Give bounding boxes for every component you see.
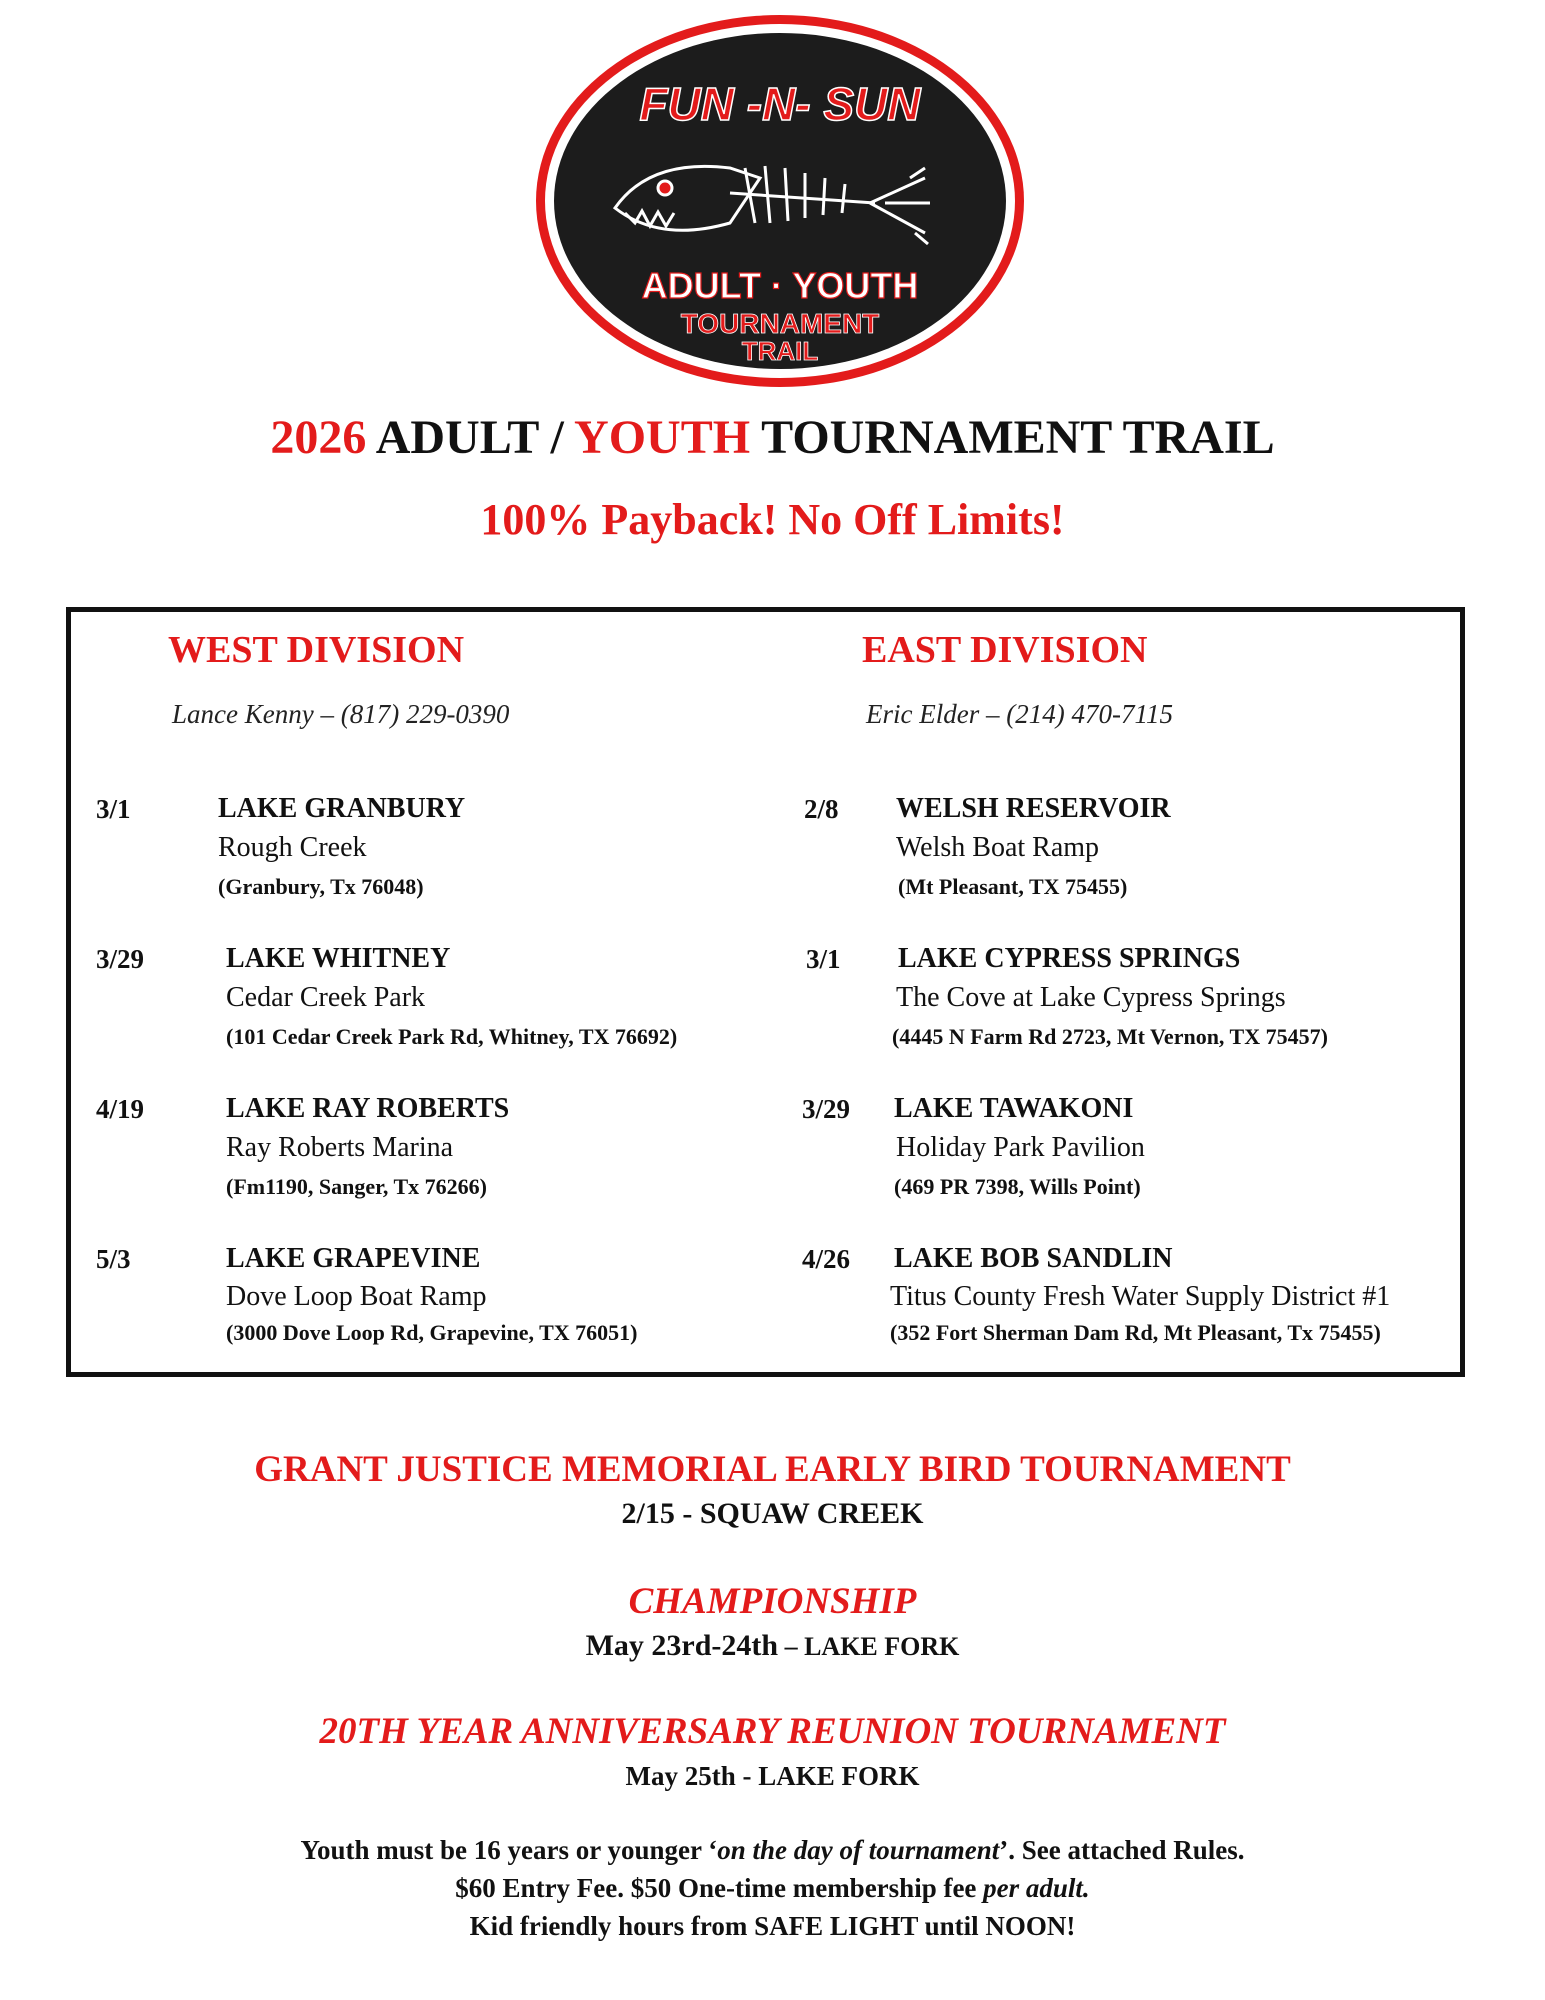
- footer-line1-em: on the day of tournament: [717, 1835, 1000, 1865]
- page-subtitle: 100% Payback! No Off Limits!: [480, 495, 1065, 544]
- east-division-contact: Eric Elder – (214) 470-7115: [866, 699, 1173, 729]
- event-site: Cedar Creek Park: [226, 982, 426, 1013]
- event-lake: LAKE BOB SANDLIN: [894, 1243, 1173, 1274]
- page-title: [0, 410, 1545, 465]
- footer-line1-b: ’. See attached Rules.: [999, 1835, 1245, 1865]
- championship-dates: May 23rd-24th: [585, 1629, 779, 1662]
- event-address: (469 PR 7398, Wills Point): [894, 1174, 1141, 1199]
- event-date: 3/29: [96, 944, 145, 974]
- title-year: 2026: [270, 411, 367, 464]
- footer-hours: Kid friendly hours from SAFE LIGHT until NOON!: [469, 1911, 1076, 1941]
- footer-line2-em: per adult.: [983, 1873, 1090, 1903]
- footer-line1-a: Youth must be 16 years or younger ‘: [300, 1835, 718, 1865]
- early-bird-title: GRANT JUSTICE MEMORIAL EARLY BIRD TOURNAMENT: [254, 1449, 1291, 1490]
- footer-fees: [0, 1873, 1545, 1904]
- early-bird-detail: 2/15 - SQUAW CREEK: [621, 1497, 924, 1530]
- logo-brand: FUN -N- SUN: [639, 78, 921, 130]
- event-lake: LAKE WHITNEY: [226, 943, 451, 974]
- championship-detail: [0, 1629, 1545, 1663]
- event-address: (Mt Pleasant, TX 75455): [898, 874, 1128, 899]
- event-site: Rough Creek: [218, 832, 367, 863]
- event-address: (3000 Dove Loop Rd, Grapevine, TX 76051): [226, 1320, 638, 1345]
- logo-line-trail: TRAIL: [741, 336, 819, 366]
- event-date: 3/1: [806, 944, 841, 974]
- title-tournament-trail: TOURNAMENT TRAIL: [750, 411, 1275, 464]
- reunion-detail: May 25th - LAKE FORK: [625, 1761, 920, 1791]
- event-address: (101 Cedar Creek Park Rd, Whitney, TX 76692): [226, 1024, 678, 1049]
- event-address: (352 Fort Sherman Dam Rd, Mt Pleasant, Tx 75455): [890, 1320, 1381, 1345]
- logo-line-adult-youth: ADULT · YOUTH: [641, 265, 919, 306]
- event-address: (4445 N Farm Rd 2723, Mt Vernon, TX 75457): [892, 1024, 1328, 1049]
- event-lake: WELSH RESERVOIR: [896, 793, 1171, 824]
- championship-location: – LAKE FORK: [778, 1632, 960, 1661]
- event-date: 3/29: [802, 1094, 851, 1124]
- event-lake: LAKE CYPRESS SPRINGS: [898, 943, 1241, 974]
- east-division-heading: EAST DIVISION: [862, 629, 1148, 671]
- west-division-heading: WEST DIVISION: [168, 629, 465, 671]
- event-date: 3/1: [96, 794, 131, 824]
- tournament-trail-logo: [530, 8, 1030, 394]
- footer-age-rule: [0, 1835, 1545, 1866]
- reunion-title: 20TH YEAR ANNIVERSARY REUNION TOURNAMENT: [319, 1711, 1226, 1752]
- logo-line-tournament: TOURNAMENT: [680, 308, 880, 339]
- event-lake: LAKE TAWAKONI: [894, 1093, 1134, 1124]
- event-date: 4/19: [96, 1094, 145, 1124]
- championship-title: CHAMPIONSHIP: [628, 1581, 917, 1622]
- footer-line2-a: $60 Entry Fee. $50 One-time membership fee: [455, 1873, 984, 1903]
- event-site: Titus County Fresh Water Supply District #1: [890, 1281, 1391, 1312]
- event-site: The Cove at Lake Cypress Springs: [896, 982, 1286, 1013]
- event-lake: LAKE RAY ROBERTS: [226, 1093, 510, 1124]
- event-address: (Granbury, Tx 76048): [218, 874, 424, 899]
- event-site: Holiday Park Pavilion: [896, 1132, 1145, 1163]
- title-youth: YOUTH: [574, 411, 751, 464]
- event-date: 2/8: [804, 794, 839, 824]
- event-address: (Fm1190, Sanger, Tx 76266): [226, 1174, 487, 1199]
- event-site: Ray Roberts Marina: [226, 1132, 454, 1163]
- west-division-contact: Lance Kenny – (817) 229-0390: [172, 699, 510, 729]
- event-lake: LAKE GRAPEVINE: [226, 1243, 481, 1274]
- title-adult: ADULT /: [366, 411, 575, 464]
- event-date: 5/3: [96, 1244, 131, 1274]
- event-site: Dove Loop Boat Ramp: [226, 1281, 487, 1312]
- event-lake: LAKE GRANBURY: [218, 793, 466, 824]
- event-site: Welsh Boat Ramp: [896, 832, 1100, 863]
- event-date: 4/26: [802, 1244, 851, 1274]
